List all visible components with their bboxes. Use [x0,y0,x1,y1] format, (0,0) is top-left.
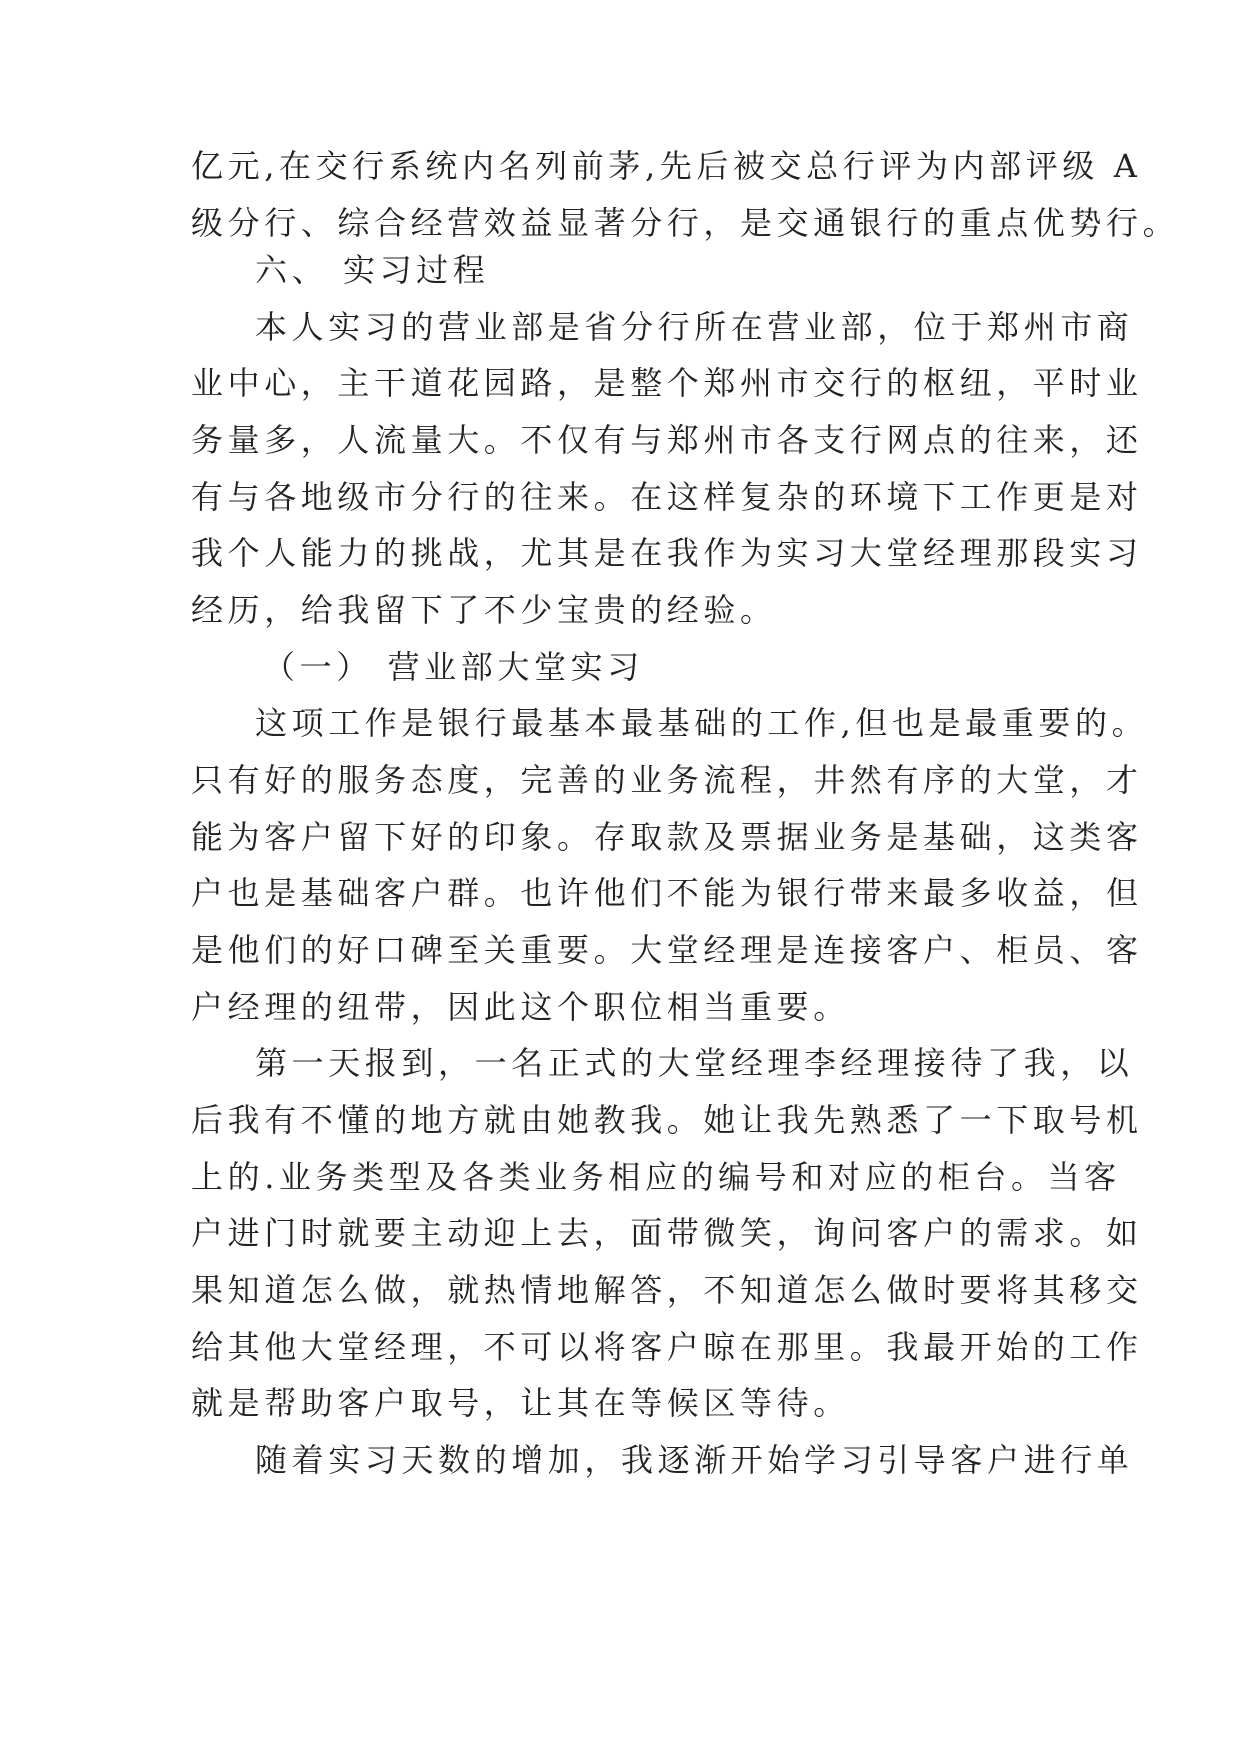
text-line: 随着实习天数的增加，我逐渐开始学习引导客户进行单 [255,1441,1134,1479]
text-line: 亿元,在交行系统内名列前茅,先后被交总行评为内部评级 A [191,147,1142,185]
text-line: 务量多，人流量大。不仅有与郑州市各支行网点的往来，还 [191,421,1143,459]
text-line: 这项工作是银行最基本最基础的工作,但也是最重要的。 [255,704,1149,742]
text-line: 只有好的服务态度，完善的业务流程，井然有序的大堂，才 [191,761,1143,799]
text-line: 就是帮助客户取号，让其在等候区等待。 [191,1384,850,1422]
text-line: 本人实习的营业部是省分行所在营业部，位于郑州市商 [255,308,1134,346]
text-line: 经历，给我留下了不少宝贵的经验。 [191,591,777,629]
text-line: 给其他大堂经理，不可以将客户晾在那里。我最开始的工作 [191,1328,1143,1366]
text-line: 是他们的好口碑至关重要。大堂经理是连接客户、柜员、客 [191,931,1143,969]
text-line: 能为客户留下好的印象。存取款及票据业务是基础，这类客 [191,818,1143,856]
text-line: 我个人能力的挑战，尤其是在我作为实习大堂经理那段实习 [191,534,1143,572]
subsection-heading: （一） 营业部大堂实习 [263,648,644,686]
text-line: 级分行、综合经营效益显著分行，是交通银行的重点优势行。 [191,204,1180,242]
section-heading: 六、 实习过程 [255,251,490,289]
text-line: 户经理的纽带，因此这个职位相当重要。 [191,988,850,1026]
text-line: 后我有不懂的地方就由她教我。她让我先熟悉了一下取号机 [191,1101,1143,1139]
text-line: 第一天报到，一名正式的大堂经理李经理接待了我，以 [255,1044,1134,1082]
text-line: 上的.业务类型及各类业务相应的编号和对应的柜台。当客 [191,1158,1121,1196]
text-line: 户也是基础客户群。也许他们不能为银行带来最多收益，但 [191,874,1143,912]
text-line: 有与各地级市分行的往来。在这样复杂的环境下工作更是对 [191,478,1143,516]
text-line: 果知道怎么做，就热情地解答，不知道怎么做时要将其移交 [191,1271,1143,1309]
text-line: 户进门时就要主动迎上去，面带微笑，询问客户的需求。如 [191,1214,1143,1252]
text-line: 业中心，主干道花园路，是整个郑州市交行的枢纽，平时业 [191,364,1143,402]
